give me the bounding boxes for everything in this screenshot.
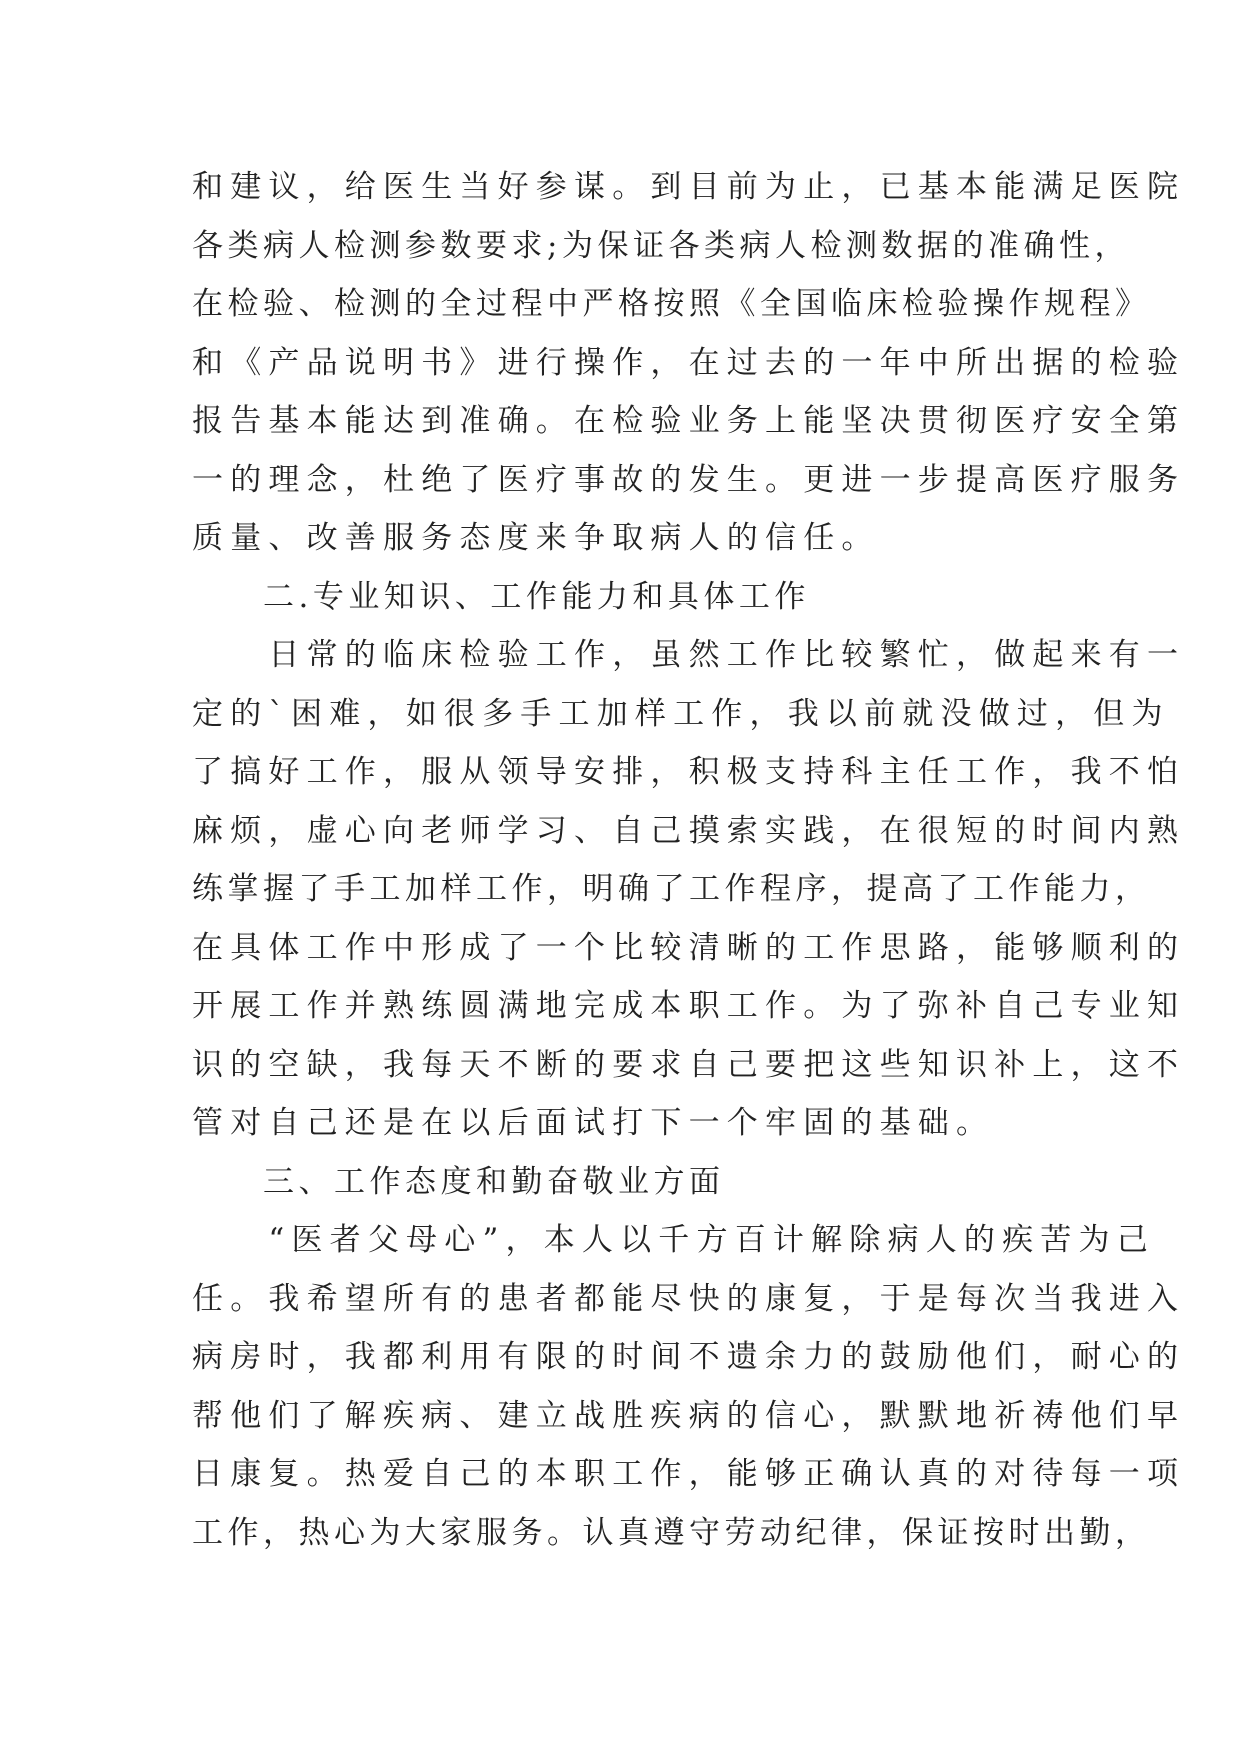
text-line: 质量、改善服务态度来争取病人的信任。 bbox=[192, 520, 880, 556]
text-line: 在具体工作中形成了一个比较清晰的工作思路，能够顺利的 bbox=[192, 929, 1186, 966]
text-line: 帮他们了解疾病、建立战胜疾病的信心，默默地祈祷他们早 bbox=[192, 1397, 1186, 1434]
text-line: 在检验、检测的全过程中严格按照《全国临床检验操作规程》 bbox=[192, 286, 1151, 322]
text-line: 各类病人检测参数要求;为保证各类病人检测数据的准确性， bbox=[192, 227, 1130, 264]
text-line: 日常的临床检验工作，虽然工作比较繁忙，做起来有一 bbox=[192, 637, 1186, 673]
text-line: “医者父母心”，本人以千方百计解除病人的疾苦为己 bbox=[192, 1222, 1155, 1258]
text-line: 了搞好工作，服从领导安排，积极支持科主任工作，我不怕 bbox=[192, 754, 1186, 790]
text-line: 和《产品说明书》进行操作，在过去的一年中所出据的检验 bbox=[192, 344, 1186, 381]
text-line: 工作，热心为大家服务。认真遵守劳动纪律，保证按时出勤， bbox=[192, 1514, 1151, 1551]
text-line: 日康复。热爱自己的本职工作，能够正确认真的对待每一项 bbox=[192, 1456, 1186, 1492]
text-line: 一的理念，杜绝了医疗事故的发生。更进一步提高医疗服务 bbox=[192, 461, 1186, 498]
text-line: 麻烦，虚心向老师学习、自己摸索实践，在很短的时间内熟 bbox=[192, 812, 1186, 849]
section-heading: 三、工作态度和勤奋敬业方面 bbox=[192, 1163, 725, 1200]
text-line: 和建议，给医生当好参谋。到目前为止，已基本能满足医院 bbox=[192, 169, 1186, 205]
section-heading: 二.专业知识、工作能力和具体工作 bbox=[192, 578, 810, 615]
text-line: 报告基本能达到准确。在检验业务上能坚决贯彻医疗安全第 bbox=[192, 403, 1186, 439]
text-line: 开展工作并熟练圆满地完成本职工作。为了弥补自己专业知 bbox=[192, 988, 1186, 1024]
text-line: 任。我希望所有的患者都能尽快的康复，于是每次当我进入 bbox=[192, 1280, 1186, 1317]
text-line: 病房时，我都利用有限的时间不遗余力的鼓励他们，耐心的 bbox=[192, 1339, 1186, 1375]
text-line: 识的空缺，我每天不断的要求自己要把这些知识补上，这不 bbox=[192, 1046, 1186, 1083]
text-line: 管对自己还是在以后面试打下一个牢固的基础。 bbox=[192, 1105, 995, 1141]
text-line: 练掌握了手工加样工作，明确了工作程序，提高了工作能力， bbox=[192, 871, 1151, 907]
text-line: 定的`困难，如很多手工加样工作，我以前就没做过，但为 bbox=[192, 695, 1170, 732]
document-body bbox=[192, 158, 1186, 1562]
